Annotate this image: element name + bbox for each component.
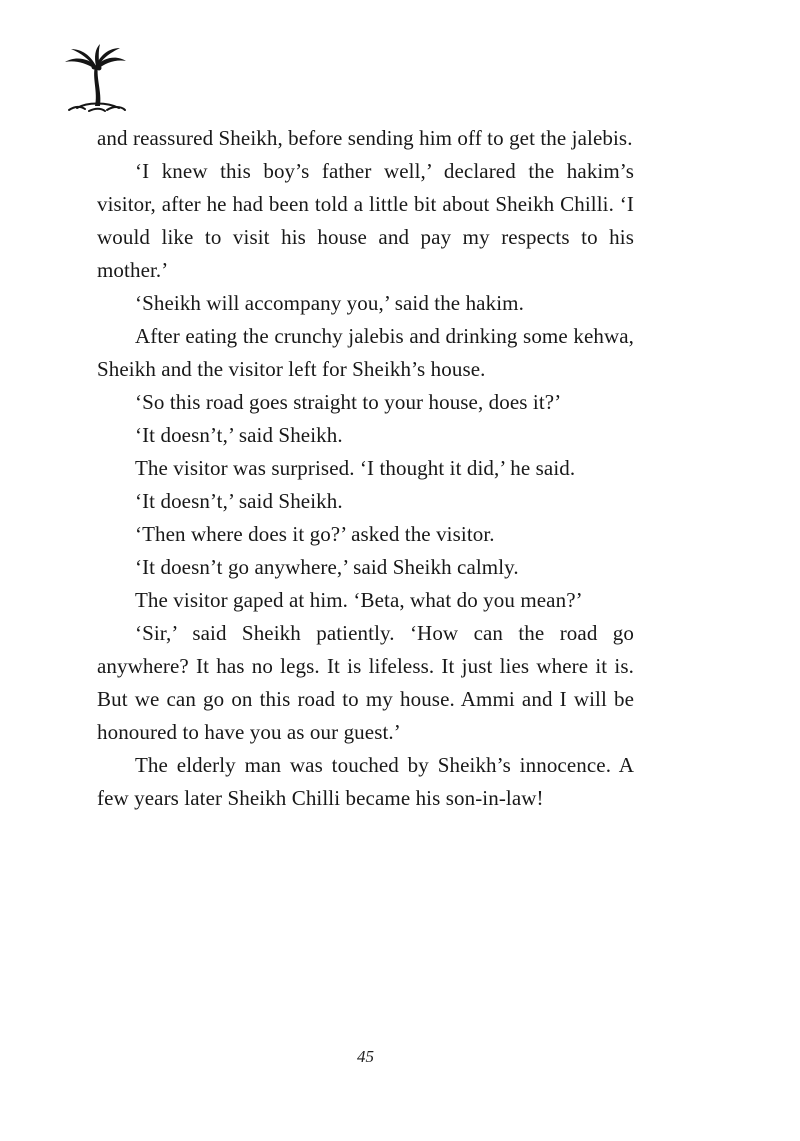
palm-tree-icon [55,44,133,114]
page-number: 45 [357,1047,374,1066]
paragraph: The visitor was surprised. ‘I thought it did,’ he said. [135,456,576,480]
paragraph: ‘It doesn’t,’ said Sheikh. [135,423,343,447]
paragraph: ‘So this road goes straight to your house, does it?’ [135,390,562,414]
paragraph: ‘It doesn’t go anywhere,’ said Sheikh calmly. [135,555,519,579]
paragraph: ‘Then where does it go?’ asked the visitor. [135,522,495,546]
paragraph: ‘It doesn’t,’ said Sheikh. [135,489,343,513]
paragraph: and reassured Sheikh, before sending him off to get the jalebis. [97,126,633,150]
paragraph: ‘Sheikh will accompany you,’ said the hakim. [135,291,524,315]
paragraph: ‘I knew this boy’s father well,’ declared the hakim’s visitor, after he had been told a little bit about Sheikh Chilli. ‘I would like to visit his house and pay my respects to his mother.’ [97,159,634,282]
paragraph: After eating the crunchy jalebis and drinking some kehwa, Sheikh and the visitor left for Sheikh’s house. [97,324,634,381]
text-block [97,122,634,815]
paragraph: ‘Sir,’ said Sheikh patiently. ‘How can the road go anywhere? It has no legs. It is lifeless. It just lies where it is. But we can go on this road to my house. Ammi and I will be honoured to have you as our guest.’ [97,621,634,744]
paragraph: The visitor gaped at him. ‘Beta, what do you mean?’ [135,588,583,612]
paragraph: The elderly man was touched by Sheikh’s innocence. A few years later Sheikh Chilli became his son-in-law! [97,753,634,810]
